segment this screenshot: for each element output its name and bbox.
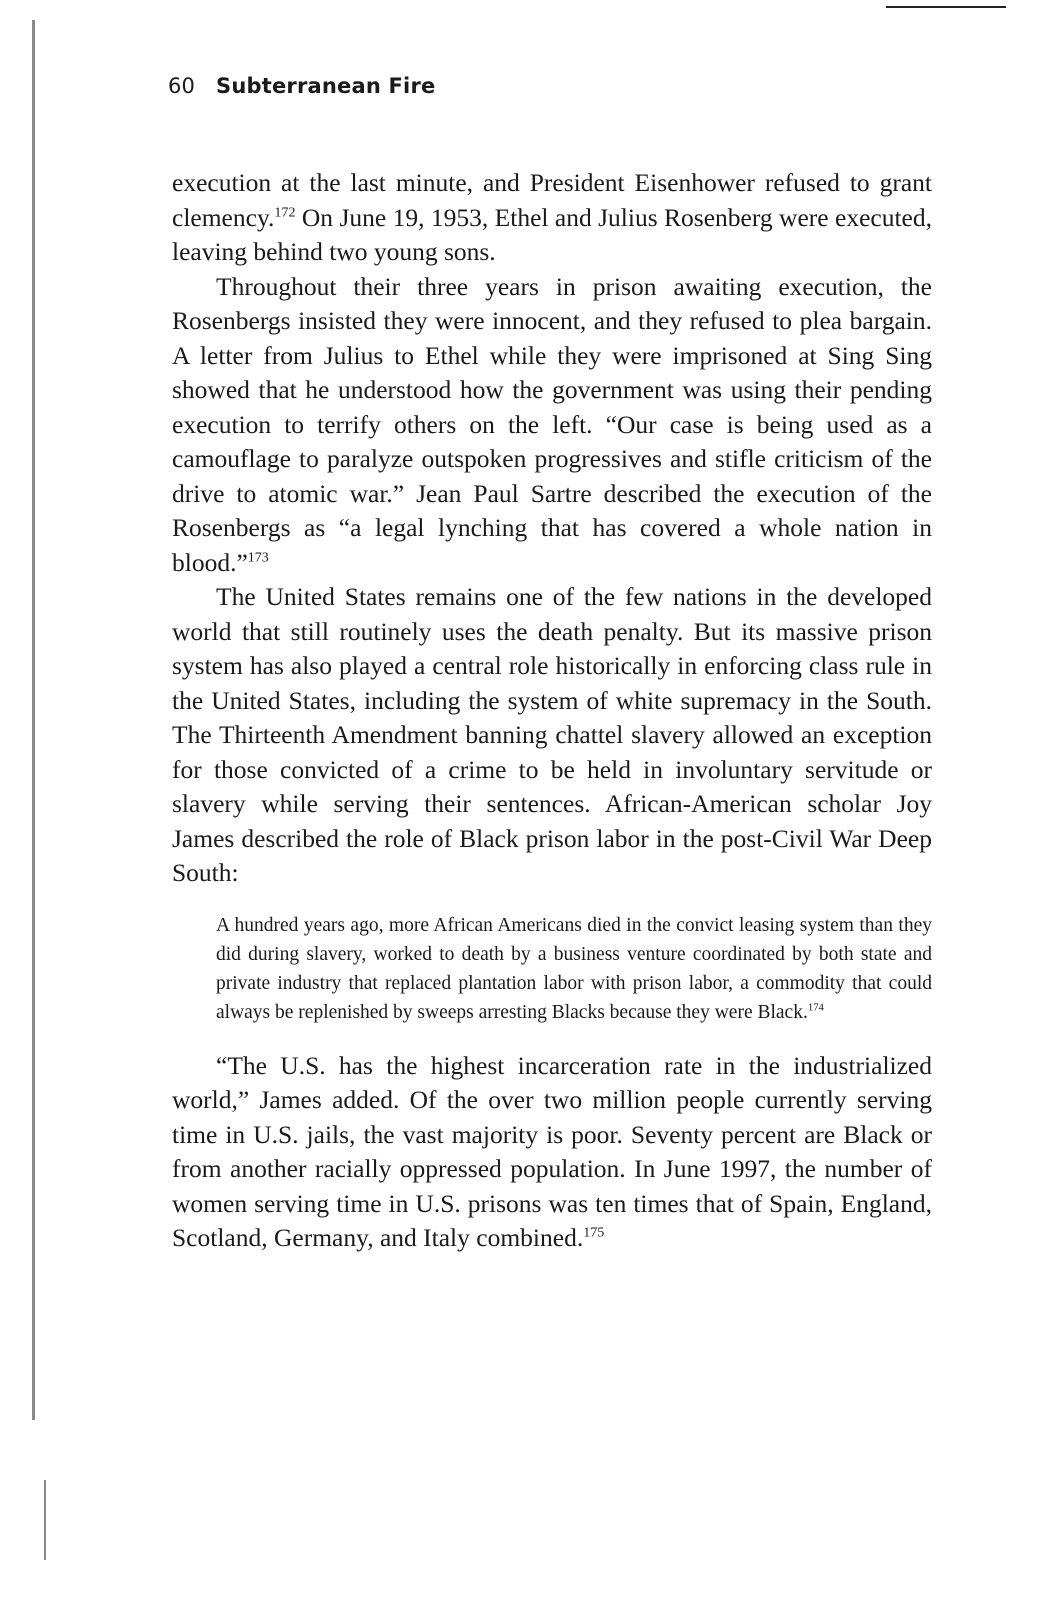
paragraph-3	[172, 580, 932, 891]
scan-binding-edge	[32, 20, 45, 1420]
body-text	[172, 166, 932, 1256]
paragraph-1-text-cont: On June 19, 1953, Ethel and Julius Rosenberg were executed, leaving behind two young sons.	[172, 202, 932, 266]
scan-binding-mark	[44, 1480, 46, 1560]
paragraph-3-text: The United States remains one of the few nations in the developed world that still routinely uses the death penalty. But its massive prison system has also played a central role historically in enforcing class rule in the United States, including the system of white supremacy in the South. The Thirteenth Amendment banning chattel slavery allowed an exception for those convicted of a crime to be held in involuntary servitude or slavery while serving their sentences. African-American scholar Joy James described the role of Black prison labor in the post-Civil War Deep South:	[172, 582, 932, 887]
paragraph-1	[172, 166, 932, 270]
paragraph-4	[172, 1049, 932, 1256]
block-quote	[216, 911, 932, 1027]
book-title: Subterranean Fire	[216, 74, 436, 98]
top-rule	[886, 6, 1006, 8]
paragraph-2	[172, 270, 932, 581]
paragraph-4-text: “The U.S. has the highest incarceration rate in the industrialized world,” James added. Of the over two million people currently serving time in U.S. jails, the vast majority is poor. Seventy percent are Black or from another racially oppressed population. In June 1997, the number of women serving time in U.S. prisons was ten times that of Spain, England, Scotland, Germany, and Italy combined.	[172, 1050, 932, 1252]
footnote-ref-173: 173	[247, 550, 269, 565]
page-number: 60	[168, 74, 196, 98]
paragraph-2-text: Throughout their three years in prison awaiting execution, the Rosenbergs insisted they were innocent, and they refused to plea bargain. A letter from Julius to Ethel while they were imprisoned at Sing Sing showed that he understood how the government was using their pending execution to terrify others on the left. “Our case is being used as a camouflage to paralyze outspoken progressives and stifle criticism of the drive to atomic war.” Jean Paul Sartre described the execution of the Rosenbergs as “a legal lynching that has covered a whole nation in blood.”	[172, 271, 932, 577]
block-quote-text: A hundred years ago, more African Americans died in the convict leasing system than they did during slavery, worked to death by a business venture coordinated by both state and private industry that replaced plantation labor with prison labor, a commodity that could always be replenished by sweeps arresting Blacks because they were Black.	[216, 914, 932, 1023]
footnote-ref-172: 172	[274, 205, 296, 220]
footnote-ref-175: 175	[583, 1225, 605, 1241]
footnote-ref-174: 174	[807, 1001, 824, 1013]
paragraph-1-text: execution at the last minute, and President Eisenhower refused to grant clemency.	[172, 168, 932, 232]
running-head	[168, 74, 435, 98]
